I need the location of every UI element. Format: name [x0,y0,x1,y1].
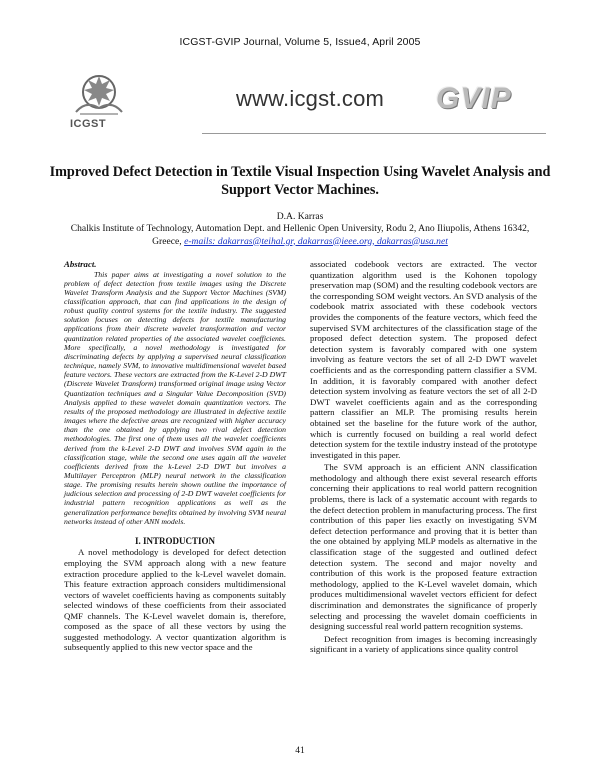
gvip-logo: GVIP [436,82,512,115]
icgst-logo-text: ICGST [70,118,107,130]
introduction-heading: I. INTRODUCTION [134,535,215,546]
author-affiliation [40,223,560,248]
right-column [310,259,537,655]
page-number: 41 [295,746,305,756]
abstract-body: This paper aims at investigating a novel solution to the problem of defect detection from textile images using the Discrete Wavelet Transform Analysis and the Support Vector Machines (SVM) classification approach, that can find applications in the design of robust quality control systems for the textile industry. The suggested solution focuses on detecting defects for textile manufacturing applications from their discrete wavelet transformation and vector quantization related properties of the associated wavelet coefficients. More specifically, a novel methodology is investigated for discriminating defects by applying a supervised neural classification technique, namely SVM, to innovative multidimensional wavelet based feature vectors. These vectors are extracted from the K-Level 2-D DWT (Discrete Wavelet Transform) transformed original image using Vector Quantization techniques and a Singular Value Decomposition (SVD) Analysis applied to these wavelet domain quantization vectors. The results of the proposed methodology are illustrated in defective textile images where the defective areas are recognized with higher accuracy than the one obtained by applying two rival defect detection methodologies. The first one of them uses all the wavelet coefficients derived from the k-Level 2-D DWT and involves SVM again in the classification stage, while the second one uses again all the wavelet coefficients derived from the k-Level 2-D DWT but involves a Multilayer Perceptron (MLP) neural network in the classification stage. The promising results herein shown outline the importance of judicious selection and processing of 2-D DWT wavelet coefficients for industrial pattern recognition applications as well as the generalization performance benefits obtained by involving SVM neural networks instead of other ANN models. [64,269,286,526]
left-column [64,259,286,653]
introduction-paragraph: A novel methodology is developed for defect detection employing the SVM approach along with a new feature extraction procedure applied to the k-Level wavelet domain. This feature extraction approach considers multidimensional vectors of wavelet coefficients having as components suitably selected windows of these coefficients from their associated QMF channels. The K-Level wavelet domain is, therefore, composed as the space of all these vectors by using the suggested methodology. A vector quantization algorithm is subsequently applied to this new vector space and the [64,547,286,653]
website-url[interactable]: www.icgst.com [236,86,385,111]
right-paragraph-3: Defect recognition from images is becoming increasingly significant in a variety of applications since quality control [310,633,537,655]
affiliation-country: Greece, [152,235,182,247]
affiliation-text: Chalkis Institute of Technology, Automation Dept. and Hellenic Open University, Rodu 2, Ano Iliupolis, Athens 16342, [70,223,530,234]
abstract-heading: Abstract. [64,259,97,269]
right-paragraph-2: The SVM approach is an efficient ANN classification methodology and although there exist several research efforts concerning their applications to real world pattern recognition problems, there is lack of a systematic account with regards to the defect detection problem in manufacturing process. The first contribution of this paper lies exactly on investigating SVM defect detection performance and proving that it is better than the one obtained by applying MLP models as alternative in the classification stage of the suggested and outlined defect detection system. The second and major novelty and contribution of this work is the proposed feature extraction methodology, applied to the K-Level wavelet domain, which produces multidimensional wavelet vectors efficient for defect discrimination and demonstrates the significance of properly selecting and processing the wavelet domain coefficients in designing successful real world pattern recognition systems. [310,462,537,632]
right-paragraph-1: associated codebook vectors are extracted. The vector quantization algorithm used is the Kohonen topology preservation map (SOM) and the resulting codebook vectors are the corresponding SOM weight vectors. An SVD analysis of the codebook matrix associated with these codebook vectors provides the components of the feature vectors, which feed the supervised SVM architectures of the classification stage of the proposed defect detection system. The proposed defect detection system is favorably compared with one system involving as feature vectors the set of all 2-D DWT wavelet coefficients and as the corresponding pattern classifier a SVM. In addition, it is favorably compared with another defect detection system involving as feature vectors the set of all 2-D DWT wavelet coefficients again and as the corresponding pattern classifier an MLP. The promising results herein obtained set the baseline for the future work of the author, which is currently focused on building a real world defect detection system for the textile industry instead of the prototype investigated in this paper. [310,259,537,460]
paper-title: Improved Defect Detection in Textile Visual Inspection Using Wavelet Analysis and Support Vector Machines. [49,164,551,198]
header-divider [202,133,546,134]
author-name: D.A. Karras [276,211,324,222]
journal-header: ICGST-GVIP Journal, Volume 5, Issue4, April 2005 [179,36,421,48]
email-links[interactable]: e-mails: dakarras@teihal.gr, dakarras@ieee.org, dakarras@usa.net [184,235,448,247]
